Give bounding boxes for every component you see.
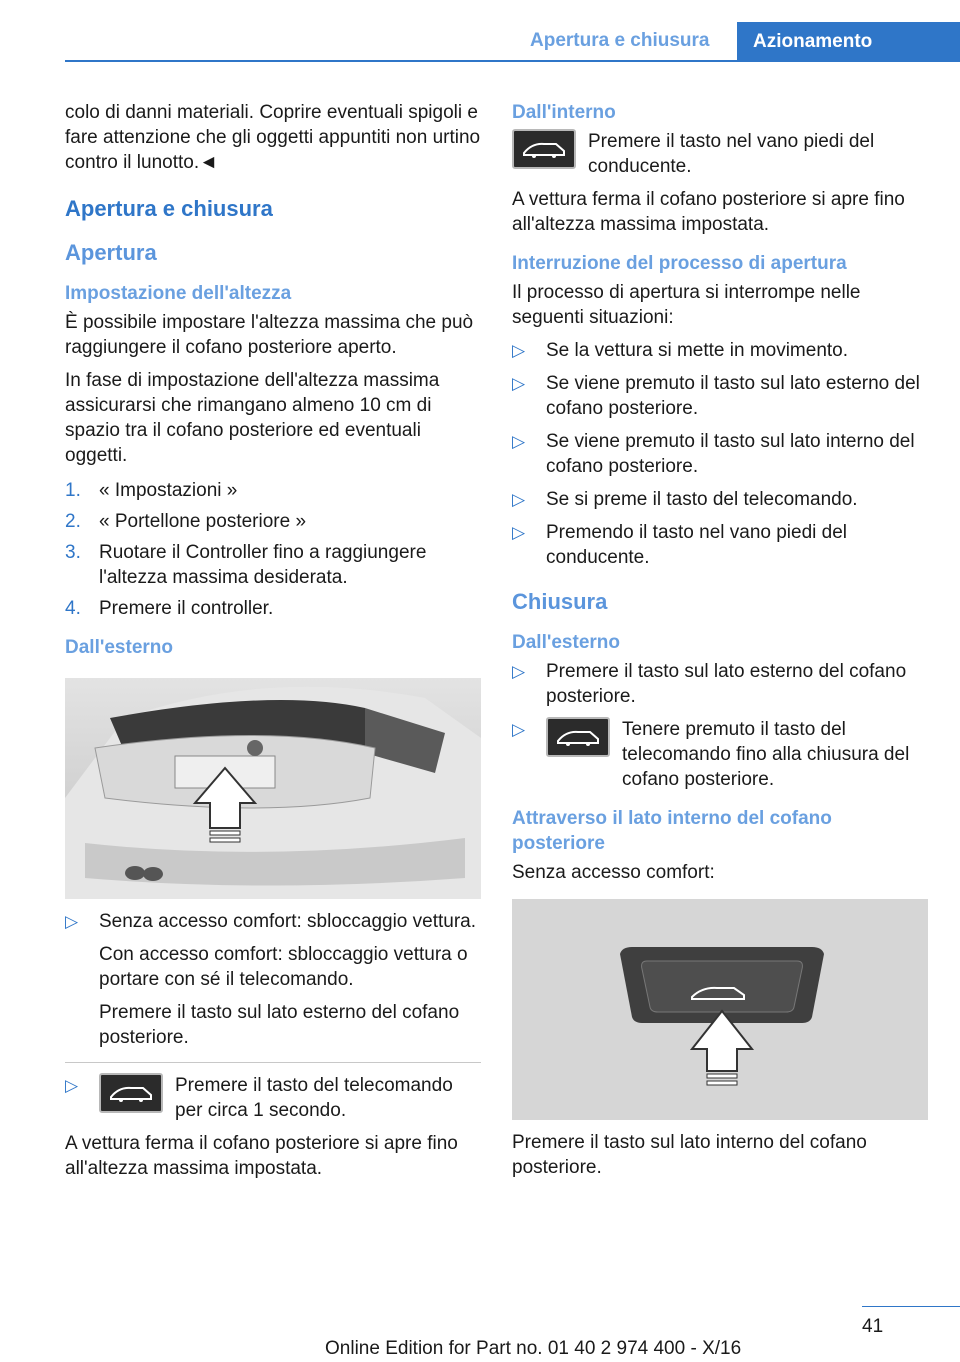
left-column [65,100,481,1189]
triangle-bullet-icon: ▷ [65,912,79,931]
list-item [65,478,481,503]
list-item [512,429,928,479]
triangle-bullet-icon: ▷ [512,432,526,451]
list-item [65,509,481,534]
triangle-bullet-icon: ▷ [512,720,526,739]
header-section-title: Apertura e chiusura [530,30,710,51]
header-rule [65,60,960,62]
inner-button-illustration [512,899,928,1120]
page-number: 41 [862,1316,884,1337]
list-item [512,520,928,570]
bullet-text: Premendo il tasto nel vano piedi del conducente. [546,522,848,568]
page-footer [0,1300,960,1362]
triangle-bullet-icon: ▷ [512,490,526,509]
tailgate-button-icon [546,717,610,757]
header-chapter-tab: Azionamento [737,22,960,62]
interrupt-list [512,338,928,570]
inside-heading: Dall'interno [512,102,616,123]
right-column [512,100,928,1188]
bullet-text: Premere il tasto sul lato esterno del cofano posteriore. [99,1002,460,1048]
step-text: « Impostazioni » [99,480,238,501]
remote-bullets [65,1073,481,1123]
list-item [65,540,481,590]
closing-paragraph: A vettura ferma il cofano posteriore si apre fino all'altezza massima impostata. [65,1133,458,1179]
triangle-bullet-icon: ▷ [512,341,526,360]
inside-key-text: Premere il tasto nel vano piedi del conducente. [588,131,875,177]
interrupt-heading: Interruzione del processo di apertura [512,253,847,274]
triangle-bullet-icon: ▷ [512,523,526,542]
bullet-text: Premere il tasto del telecomando per circa 1 secondo. [175,1075,453,1121]
inner-paragraph: Senza accesso comfort: [512,862,715,883]
bullet-text: Con accesso comfort: sbloccaggio vettura o portare con sé il telecomando. [99,944,468,990]
list-item [512,371,928,421]
close-list [512,659,928,792]
inner-caption: Premere il tasto sul lato interno del cofano posteriore. [512,1132,867,1178]
inside-key-row [512,129,928,179]
triangle-bullet-icon: ▷ [512,662,526,681]
inner-heading: Attraverso il lato interno del cofano posteriore [512,808,832,854]
list-item [512,487,928,512]
close-title: Chiusura [512,589,608,614]
inside-paragraph: A vettura ferma il cofano posteriore si apre fino all'altezza massima impostata. [512,189,905,235]
tailgate-button-icon [512,129,576,169]
section-title: Apertura e chiusura [65,196,273,221]
list-item [65,596,481,621]
list-item [512,659,928,709]
step-number: 4. [65,598,81,619]
bullet-text: Se si preme il tasto del telecomando. [546,489,858,510]
inner-button-svg [512,899,928,1120]
bullet-text: Senza accesso comfort: sbloccaggio vettura. [99,911,477,932]
page-header [0,0,960,62]
height-paragraph-2: In fase di impostazione dell'altezza massima assicurarsi che rimangano almeno 10 cm di spazio tra il cofano posteriore ed eventuali oggetti. [65,370,440,466]
bullet-text: Tenere premuto il tasto del telecomando fino alla chiusura del cofano posteriore. [622,719,910,790]
bullet-text: Se viene premuto il tasto sul lato interno del cofano posteriore. [546,431,915,477]
interrupt-paragraph: Il processo di apertura si interrompe nelle seguenti situazioni: [512,282,861,328]
edition-note: Online Edition for Part no. 01 40 2 974 400 - X/16 [325,1338,742,1359]
tailgate-button-icon [99,1073,163,1113]
close-outside-heading: Dall'esterno [512,632,620,653]
step-number: 1. [65,480,81,501]
step-text: Ruotare il Controller fino a raggiungere l'altezza massima desiderata. [99,542,427,588]
triangle-bullet-icon: ▷ [512,374,526,393]
bullet-text: Premere il tasto sul lato esterno del cofano posteriore. [546,661,907,707]
steps-list [65,478,481,621]
height-heading: Impostazione dell'altezza [65,283,292,304]
list-item [512,338,928,363]
triangle-bullet-icon: ▷ [65,1076,79,1095]
divider [65,1062,481,1063]
intro-paragraph: colo di danni materiali. Coprire eventuali spigoli e fare attenzione che gli oggetti appuntiti non urtino contro il lunotto.◄ [65,102,481,173]
list-item [512,717,928,792]
outside-heading: Dall'esterno [65,637,173,658]
step-text: « Portellone posteriore » [99,511,307,532]
bullet-text: Se viene premuto il tasto sul lato esterno del cofano posteriore. [546,373,920,419]
outside-bullets [65,909,481,1050]
bullet-text: Se la vettura si mette in movimento. [546,340,849,361]
step-number: 3. [65,542,81,563]
close-key-row [546,717,928,792]
car-rear-illustration [65,678,481,899]
subsection-title: Apertura [65,240,157,265]
remote-key-row [99,1073,481,1123]
height-paragraph-1: È possibile impostare l'altezza massima che può raggiungere il cofano posteriore aperto. [65,312,474,358]
list-item [65,1073,481,1123]
footer-rule [862,1306,960,1307]
step-number: 2. [65,511,81,532]
list-item [65,909,481,1050]
step-text: Premere il controller. [99,598,274,619]
car-rear-svg [65,678,481,899]
